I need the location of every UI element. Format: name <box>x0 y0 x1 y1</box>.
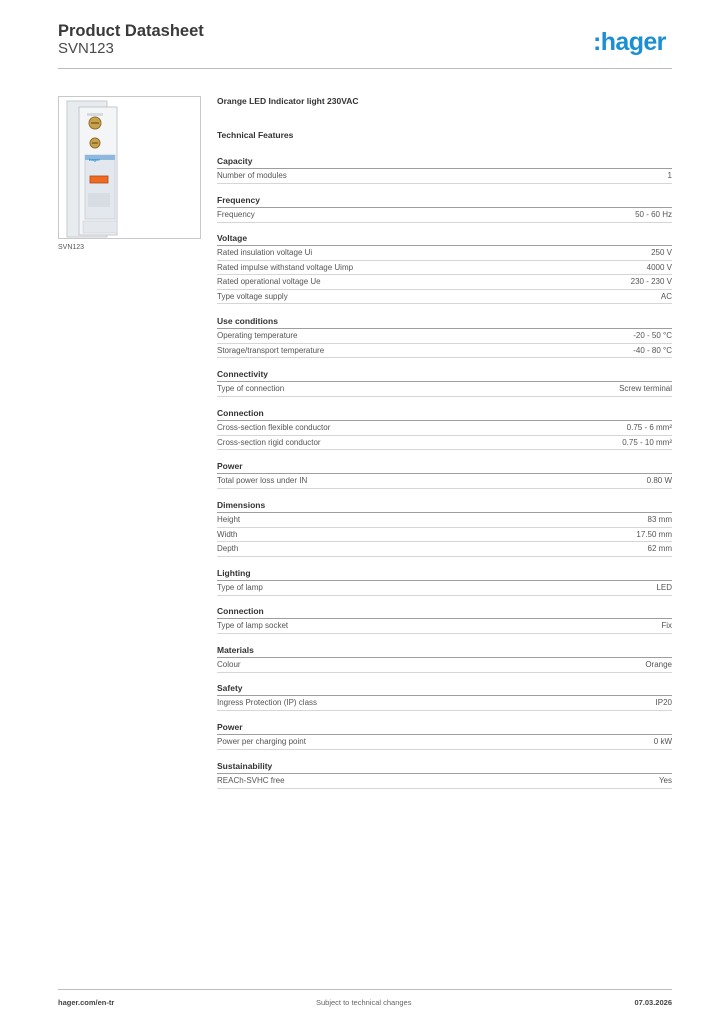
device-brand-label: hager <box>89 157 100 162</box>
feature-row <box>217 619 672 634</box>
feature-section <box>217 407 672 450</box>
feature-section <box>217 567 672 596</box>
feature-value: 0 kW <box>653 737 672 746</box>
feature-value: 50 - 60 Hz <box>635 210 672 219</box>
image-caption: SVN123 <box>58 244 85 251</box>
product-title: Orange LED Indicator light 230VAC <box>217 96 359 106</box>
feature-label: Rated insulation voltage Ui <box>217 248 313 257</box>
feature-section <box>217 315 672 358</box>
feature-label: Type of lamp <box>217 583 263 592</box>
footer-note: Subject to technical changes <box>316 998 412 1007</box>
feature-value: 83 mm <box>647 515 672 524</box>
feature-value: 250 V <box>651 248 672 257</box>
feature-value: 1 <box>667 171 672 180</box>
section-title: Power <box>217 721 672 735</box>
feature-label: Colour <box>217 660 241 669</box>
feature-label: Power per charging point <box>217 737 306 746</box>
feature-row <box>217 735 672 750</box>
feature-section <box>217 682 672 711</box>
section-title: Connection <box>217 407 672 421</box>
feature-label: Ingress Protection (IP) class <box>217 698 318 707</box>
feature-label: Type of connection <box>217 384 285 393</box>
product-image <box>58 96 201 239</box>
feature-label: Total power loss under IN <box>217 476 308 485</box>
feature-value: 230 - 230 V <box>630 277 672 287</box>
feature-section <box>217 605 672 634</box>
feature-label: Operating temperature <box>217 331 298 340</box>
feature-row <box>217 169 672 184</box>
section-title: Dimensions <box>217 499 672 513</box>
feature-value: Fix <box>661 621 672 630</box>
technical-features-title: Technical Features <box>217 130 294 140</box>
feature-row <box>217 290 672 305</box>
section-title: Lighting <box>217 567 672 581</box>
feature-row <box>217 436 672 451</box>
feature-row <box>217 528 672 543</box>
feature-section <box>217 760 672 789</box>
feature-label: Number of modules <box>217 171 287 180</box>
feature-row <box>217 329 672 344</box>
feature-label: Width <box>217 529 238 539</box>
page-title: Product Datasheet <box>58 22 204 40</box>
feature-label: Type of lamp socket <box>217 621 289 630</box>
feature-label: Rated impulse withstand voltage Uimp <box>217 262 354 272</box>
section-title: Materials <box>217 644 672 658</box>
section-title: Voltage <box>217 232 672 246</box>
feature-value: 62 mm <box>647 544 672 554</box>
feature-row <box>217 696 672 711</box>
feature-label: Storage/transport temperature <box>217 345 325 355</box>
feature-row <box>217 542 672 557</box>
feature-section <box>217 644 672 673</box>
feature-section <box>217 499 672 557</box>
feature-row <box>217 275 672 290</box>
feature-section <box>217 155 672 184</box>
feature-label: Height <box>217 515 241 524</box>
feature-value: IP20 <box>655 698 672 707</box>
section-title: Sustainability <box>217 760 672 774</box>
feature-label: Depth <box>217 544 239 554</box>
feature-row <box>217 261 672 276</box>
section-title: Connectivity <box>217 368 672 382</box>
feature-section <box>217 368 672 397</box>
section-title: Frequency <box>217 194 672 208</box>
feature-value: LED <box>656 583 672 592</box>
feature-value: 17.50 mm <box>636 529 672 539</box>
section-title: Safety <box>217 682 672 696</box>
feature-value: 0.75 - 6 mm² <box>626 423 672 432</box>
feature-label: REACh-SVHC free <box>217 776 285 785</box>
section-title: Capacity <box>217 155 672 169</box>
feature-label: Frequency <box>217 210 255 219</box>
feature-label: Rated operational voltage Ue <box>217 277 321 287</box>
section-title: Connection <box>217 605 672 619</box>
feature-row <box>217 208 672 223</box>
feature-value: 0.80 W <box>646 476 672 485</box>
feature-value: AC <box>660 291 672 301</box>
feature-value: -20 - 50 °C <box>633 331 672 340</box>
header-divider <box>58 68 672 69</box>
footer-website[interactable]: hager.com/en-tr <box>58 998 115 1007</box>
feature-row <box>217 474 672 489</box>
footer-divider <box>58 989 672 990</box>
section-title: Power <box>217 460 672 474</box>
feature-row <box>217 774 672 789</box>
feature-row <box>217 382 672 397</box>
feature-label: Cross-section flexible conductor <box>217 423 331 432</box>
feature-value: -40 - 80 °C <box>633 345 672 355</box>
feature-row <box>217 344 672 359</box>
feature-row <box>217 421 672 436</box>
feature-value: Orange <box>645 660 672 669</box>
feature-section <box>217 194 672 223</box>
indicator-device-illustration <box>59 97 201 239</box>
feature-value: Screw terminal <box>619 384 672 393</box>
feature-row <box>217 581 672 596</box>
footer-date: 07.03.2026 <box>634 998 672 1007</box>
feature-label: Type voltage supply <box>217 291 288 301</box>
section-title: Use conditions <box>217 315 672 329</box>
feature-row <box>217 513 672 528</box>
feature-row <box>217 246 672 261</box>
product-code: SVN123 <box>58 40 114 57</box>
feature-row <box>217 658 672 673</box>
feature-label: Cross-section rigid conductor <box>217 437 321 447</box>
feature-section <box>217 232 672 304</box>
feature-value: 0.75 - 10 mm² <box>622 437 672 447</box>
feature-value: 4000 V <box>646 262 672 272</box>
hager-logo: :hager <box>593 28 666 56</box>
feature-value: Yes <box>658 776 672 785</box>
feature-section <box>217 721 672 750</box>
feature-section <box>217 460 672 489</box>
